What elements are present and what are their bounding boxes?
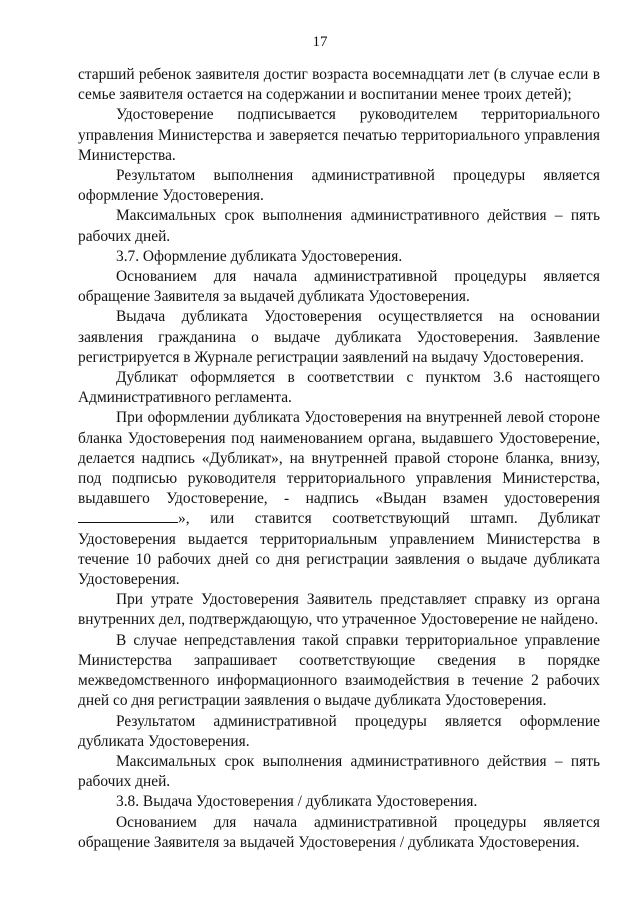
paragraph: Результатом административной процедуры является оформление дубликата Удостоверения.	[78, 712, 600, 750]
paragraph: Удостоверение подписывается руководителем территориального управления Министерства и заверяется печатью территориального управления Министерства.	[78, 106, 600, 164]
paragraph: Дубликат оформляется в соответствии с пунктом 3.6 настоящего Административного регламента.	[78, 369, 600, 407]
blank-line	[78, 510, 178, 523]
section-heading: 3.7. Оформление дубликата Удостоверения.	[116, 247, 403, 265]
document-body	[78, 65, 600, 853]
paragraph-duplicate-marking	[78, 408, 600, 590]
paragraph: Максимальных срок выполнения административного действия – пять рабочих дней.	[78, 207, 600, 245]
paragraph: Выдача дубликата Удостоверения осуществляется на основании заявления гражданина о выдаче дубликата Удостоверения. Заявление регистрируется в Журнале регистрации заявлений на выдачу Удостоверения.	[78, 308, 600, 366]
paragraph: старший ребенок заявителя достиг возраста восемнадцати лет (в случае если в семье заявителя остается на содержании и воспитании менее троих детей);	[78, 66, 600, 104]
paragraph-text: », или ставится соответствующий штамп. Дубликат Удостоверения выдается территориальным управлением Министерства в течение 10 рабочих дней со дня регистрации заявления о выдаче дубликата Удостоверения.	[78, 510, 600, 589]
paragraph: Основанием для начала административной процедуры является обращение Заявителя за выдачей Удостоверения / дубликата Удостоверения.	[78, 813, 600, 851]
page-number: 17	[312, 34, 328, 50]
paragraph: При утрате Удостоверения Заявитель представляет справку из органа внутренних дел, подтверждающую, что утраченное Удостоверение не найдено.	[78, 591, 600, 629]
paragraph-text: При оформлении дубликата Удостоверения на внутренней левой стороне бланка Удостоверения под наименованием органа, выдавшего Удостоверение, делается надпись «Дубликат», на внутренней правой стороне бланка, внизу, под подписью руководителя территориального управления Министерства, выдавшего Удостоверение, - надпись «Выдан взамен удостоверения	[78, 409, 600, 508]
paragraph: Основанием для начала административной процедуры является обращение Заявителя за выдачей дубликата Удостоверения.	[78, 268, 600, 306]
paragraph: В случае непредставления такой справки территориальное управление Министерства запрашивает соответствующие сведения в порядке межведомственного информационного взаимодействия в течение 2 рабочих дней со дня регистрации заявления о выдаче дубликата Удостоверения.	[78, 631, 600, 710]
paragraph: Результатом выполнения административной процедуры является оформление Удостоверения.	[78, 167, 600, 205]
section-heading: 3.8. Выдача Удостоверения / дубликата Удостоверения.	[116, 793, 478, 811]
paragraph: Максимальных срок выполнения административного действия – пять рабочих дней.	[78, 752, 600, 791]
